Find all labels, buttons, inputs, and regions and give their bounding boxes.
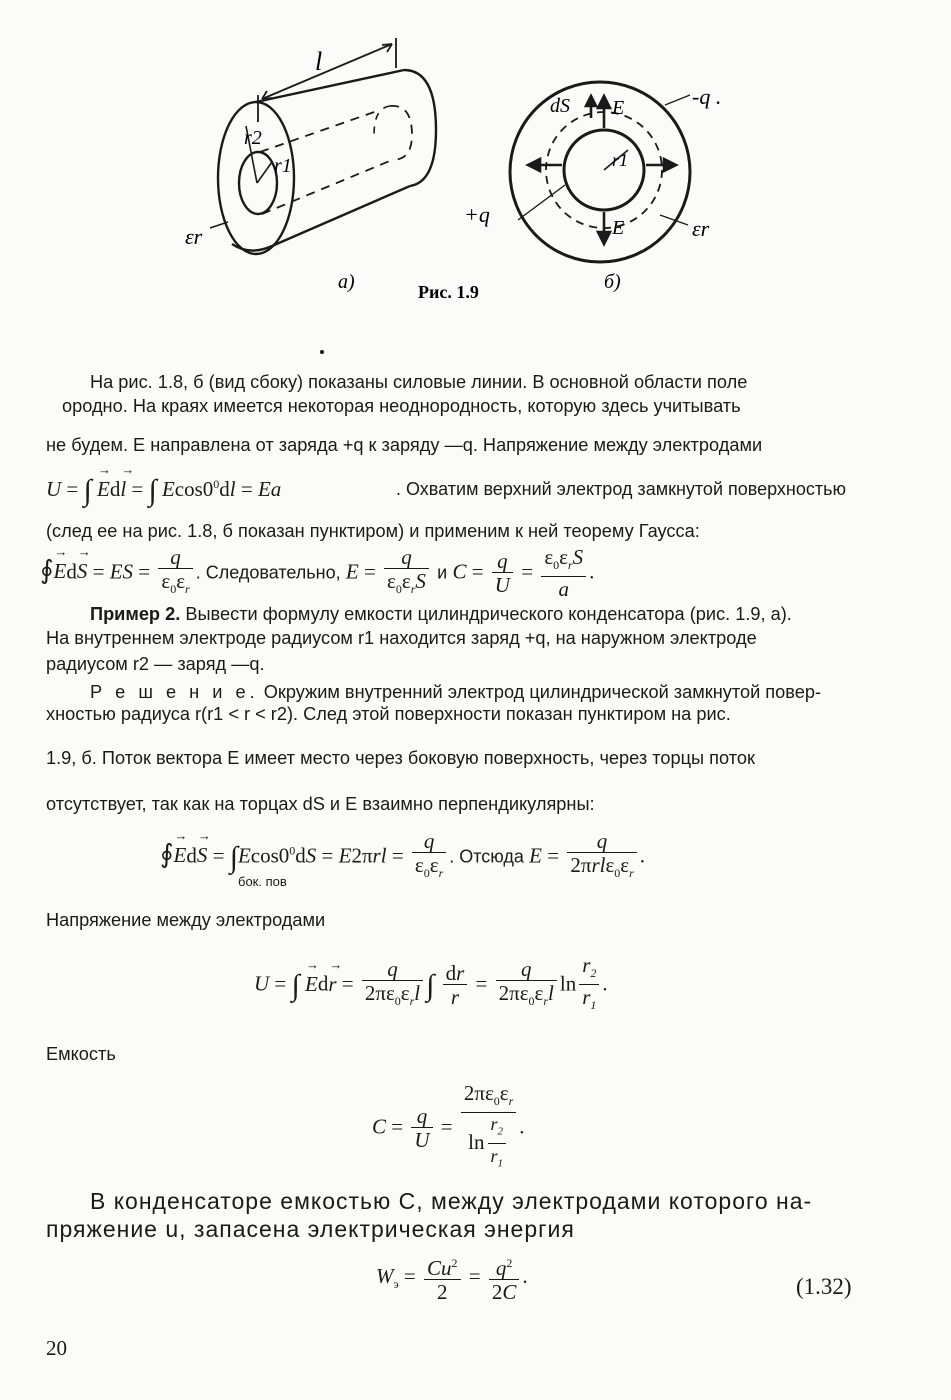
e-top-label: E bbox=[612, 97, 625, 119]
eps-label-b: εr bbox=[692, 216, 710, 241]
capacity-formula: C = $\frac{q}{U}$ = $2\pi\varepsilon_0\varepsilon_r$ ln $\frac{r_2}{r_1}$ . bbox=[372, 1081, 525, 1170]
stray-dot bbox=[320, 350, 324, 354]
figure-caption: Рис. 1.9 bbox=[418, 282, 479, 302]
minus-q-label: -q . bbox=[692, 84, 722, 109]
length-label: l bbox=[315, 47, 323, 76]
example-2-title: Пример 2. bbox=[90, 604, 181, 624]
solution-title: Р е ш е н и е. bbox=[90, 682, 259, 702]
capacity-label: Емкость bbox=[46, 1044, 116, 1064]
voltage-formula-1: U = ∫ → Ed→ l = ∫ $Ecos0^0dl = Ea$ . Охватим верхний электрод замкнутой поверхностью bbox=[46, 464, 896, 514]
paragraph-1-line-3: не будем. E направлена от заряда +q к заряду —q. Напряжение между электродами bbox=[46, 435, 763, 455]
gauss-formula-1: ∮→ Ed→ S = ES = $\frac{q}{\varepsilon_0\varepsilon_r}$ . Следовательно, E = $\frac{q}{\varepsilon_0\varepsilon_rS}$ и C = $\frac{q}{U}$ = $\frac{\varepsilon_0\varepsilon_rS}{a}$ . bbox=[40, 542, 880, 598]
solution-line-2: хностью радиуса r(r1 < r < r2). След этой поверхности показан пунктиром на рис. bbox=[46, 704, 731, 724]
figure-1-9 bbox=[0, 0, 951, 320]
flux-formula: ∮→ $Ed\to S = \int Ecos0^0dS = E2\pi rl$ = $\frac{q}{\varepsilon_0\varepsilon_r}$ . Отсюда E = $\frac{q}{2\pi rl\varepsilon_0\varepsilon_r}$ . бок. пов bbox=[160, 822, 800, 892]
example-2-line-1 bbox=[46, 602, 864, 626]
solution-line-4: отсутствует, так как на торцах dS и E взаимно перпендикулярны: bbox=[46, 794, 595, 814]
energy-line-2: пряжение u, запасена электрическая энергия bbox=[46, 1216, 575, 1242]
energy-line-1: В конденсаторе емкостью C, между электродами которого на- bbox=[90, 1188, 813, 1214]
paragraph-1-line-1: На рис. 1.8, б (вид сбоку) показаны силовые линии. В основной области поле bbox=[90, 372, 748, 392]
equation-number: (1.32) bbox=[796, 1274, 852, 1299]
example-2-line-2: На внутреннем электроде радиусом r1 находится заряд +q, на наружном электроде bbox=[46, 628, 757, 648]
paragraph-1-line-4: . Охватим верхний электрод замкнутой поверхностью bbox=[396, 479, 847, 499]
r2-label: r2 bbox=[244, 127, 262, 149]
sledovatelno: . Следовательно, bbox=[195, 562, 341, 583]
side-surface-label: бок. пов bbox=[238, 874, 287, 889]
page-number: 20 bbox=[46, 1336, 67, 1360]
example-2-line-3: радиусом r2 — заряд —q. bbox=[46, 654, 265, 674]
eps-label-a: εr bbox=[185, 224, 203, 249]
energy-formula: $W_э$ = $\frac{Cu^2}{2}$ = $\frac{q^2}{2C}$ . bbox=[376, 1248, 576, 1308]
example-2-text: Вывести формулу емкости цилиндрического конденсатора (рис. 1.9, а). bbox=[185, 604, 792, 624]
label-b: б) bbox=[604, 271, 621, 293]
solution-line-3: 1.9, б. Поток вектора E имеет место через боковую поверхность, через торцы поток bbox=[46, 748, 755, 768]
voltage-label: Напряжение между электродами bbox=[46, 910, 326, 930]
solution-line-1 bbox=[46, 680, 864, 704]
solution-text: Окружим внутренний электрод цилиндрической замкнутой повер- bbox=[263, 682, 821, 702]
cross-section-drawing bbox=[510, 82, 690, 262]
otsyuda: . Отсюда bbox=[449, 846, 524, 867]
paragraph-1-line-2: ородно. На краях имеется некоторая неоднородность, которую здесь учитывать bbox=[62, 396, 741, 416]
r1-label: r1 bbox=[274, 155, 292, 177]
r1-label-b: r1 bbox=[612, 150, 629, 170]
plus-q-label: +q bbox=[464, 202, 490, 227]
and-word: и bbox=[437, 562, 448, 583]
label-a: а) bbox=[338, 271, 355, 293]
ds-label: dS bbox=[550, 95, 570, 117]
voltage-formula-2: U = ∫ → Ed→ r = $\frac{q}{2\pi\varepsilon_0\varepsilon_rl}$ ∫ $\frac{dr}{r}$ = $\frac{q}{2\pi\varepsilon_0\varepsilon_rl}$ ln $\frac{r_2}{r_1}$ . bbox=[254, 944, 674, 1014]
e-bottom-label: E bbox=[612, 217, 625, 239]
paragraph-1-line-5: (след ее на рис. 1.8, б показан пунктиром) и применим к ней теорему Гаусса: bbox=[46, 521, 700, 541]
